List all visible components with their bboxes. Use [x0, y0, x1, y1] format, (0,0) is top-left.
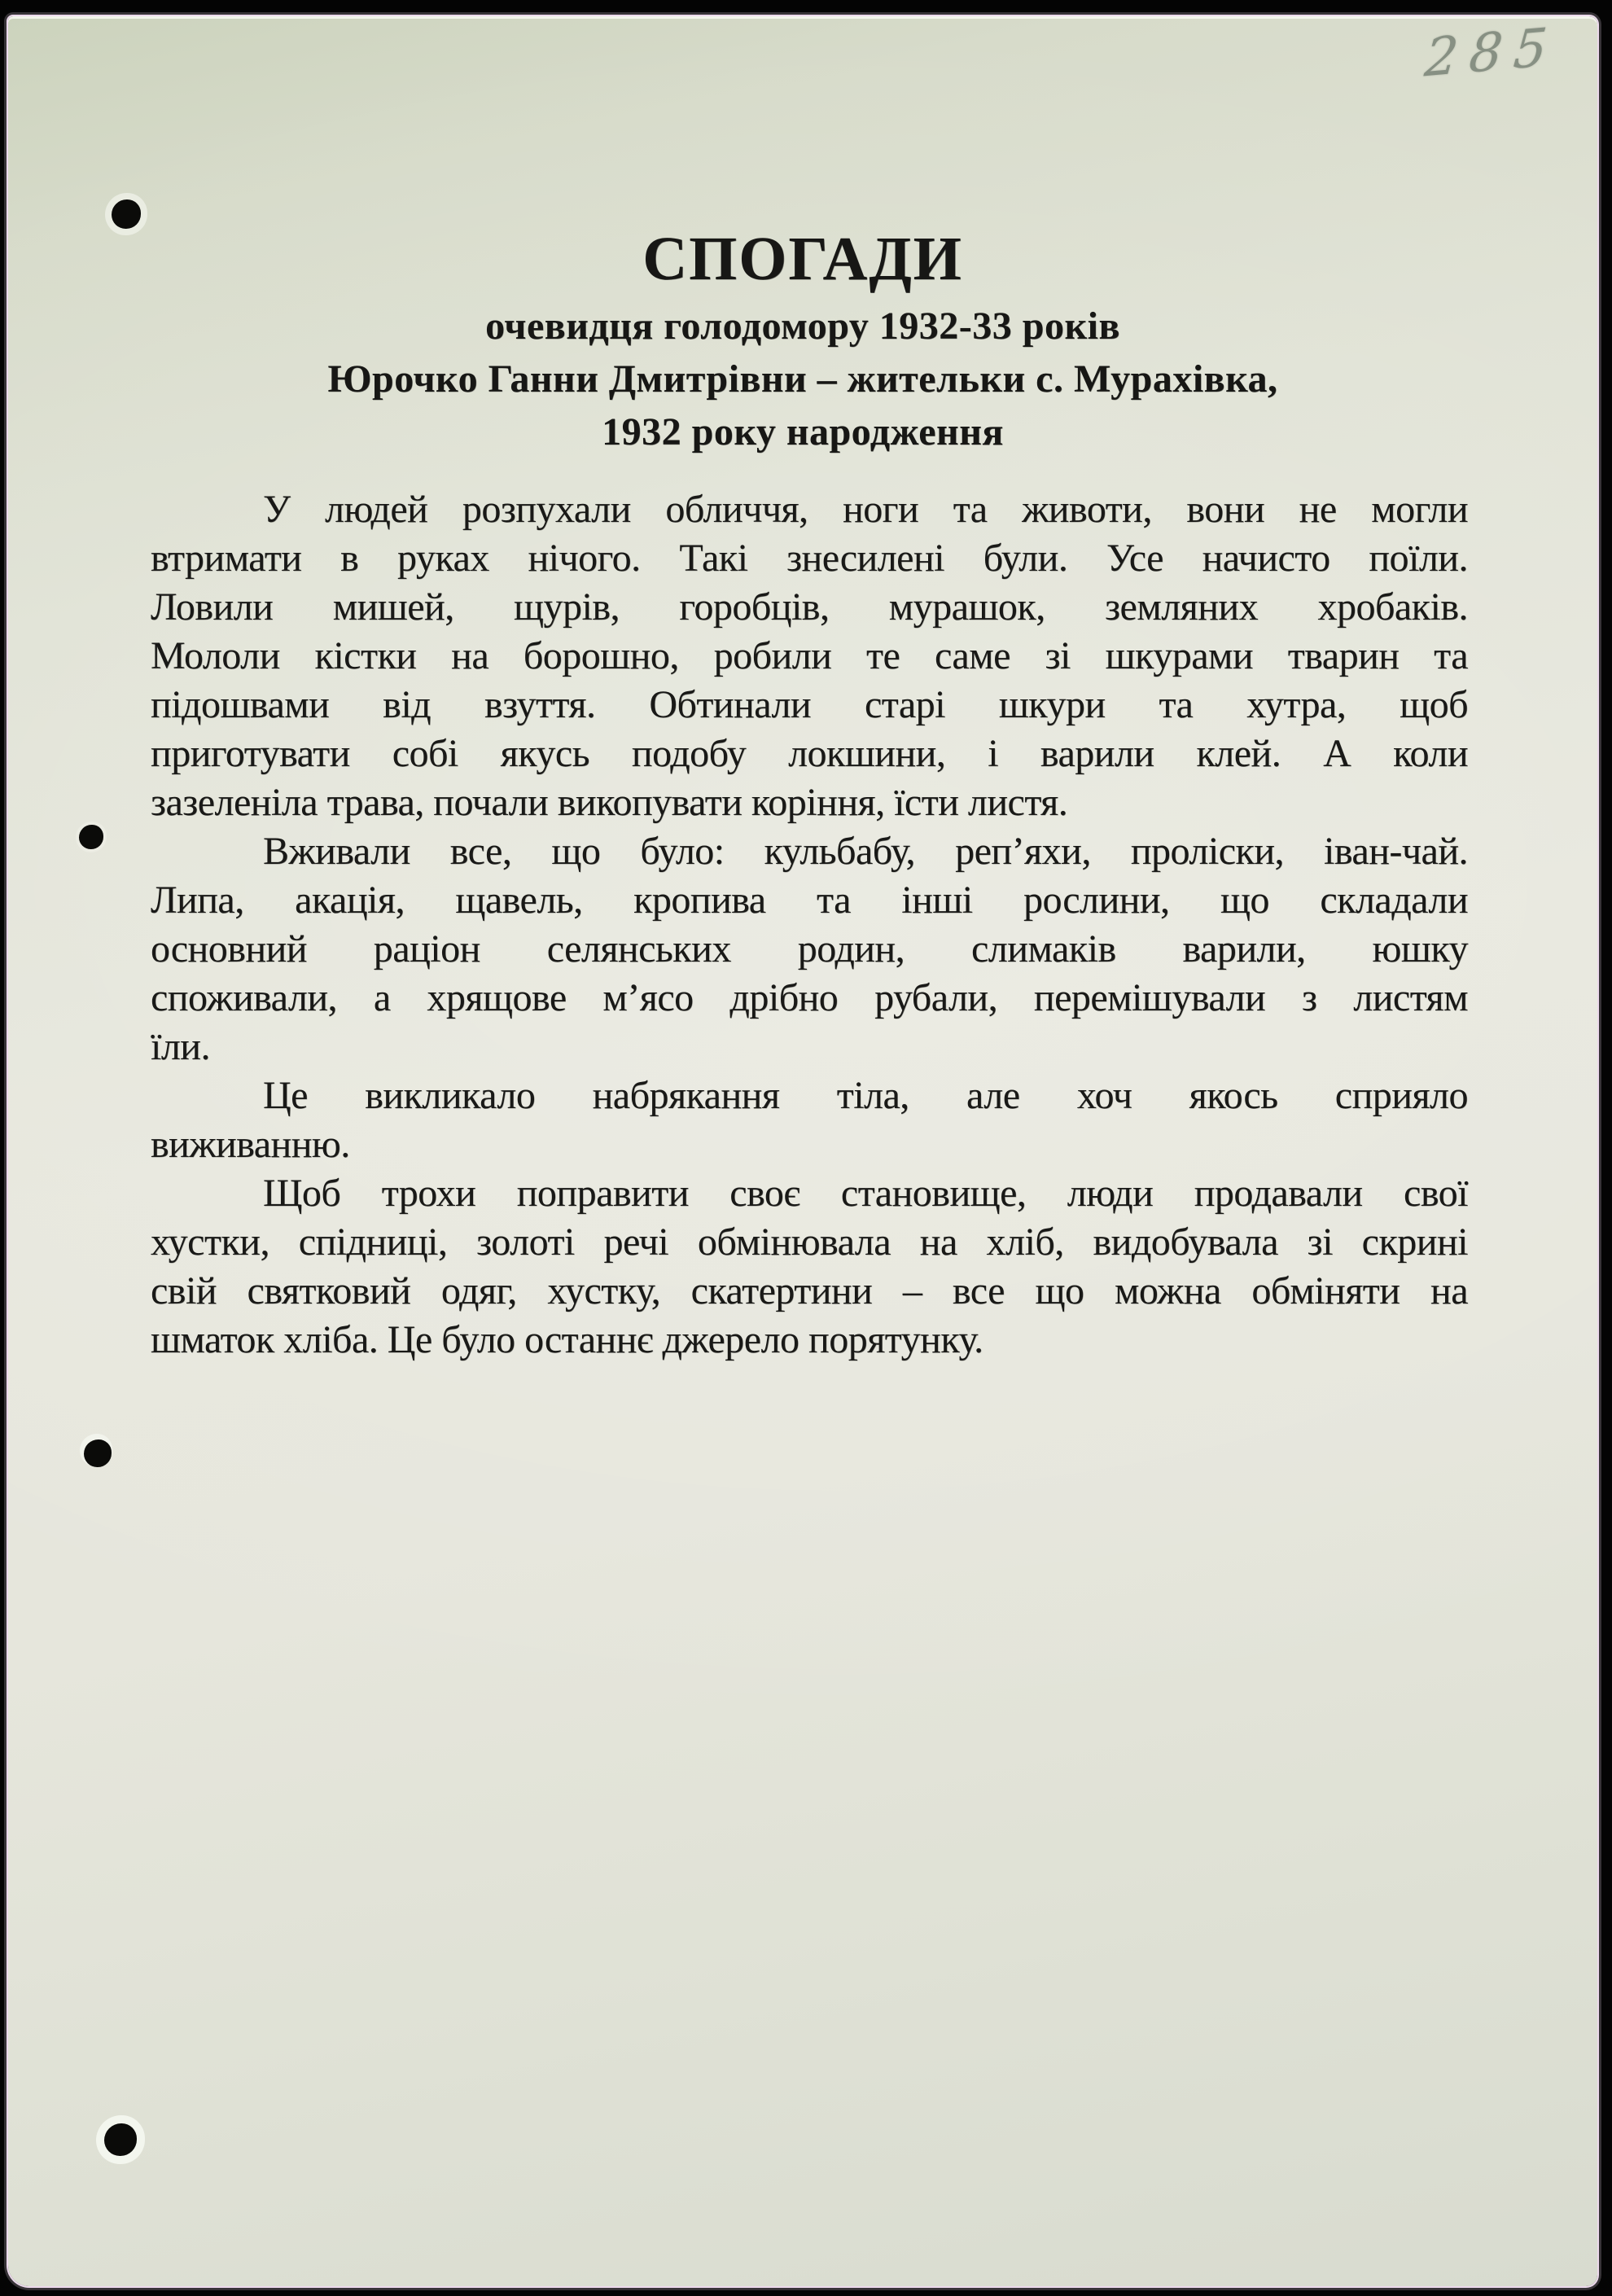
document-page: [8, 16, 1597, 2286]
memoir-body-text: [151, 485, 1468, 1365]
punch-hole-1: [112, 199, 141, 229]
subtitle-line-3: 1932 року народження: [602, 410, 1004, 454]
paragraph-3-line-1: Це викликало набрякання тіла, але хоч якось сприяло: [263, 1074, 1468, 1117]
paragraph-4-line-4: шматок хліба. Це було останнє джерело порятунку.: [151, 1318, 983, 1361]
paragraph-4-line-1: Щоб трохи поправити своє становище, люди продавали свої: [263, 1172, 1468, 1215]
paragraph-2-line-1: Вживали все, що було: кульбабу, реп’яхи, проліски, іван-чай.: [263, 830, 1468, 873]
paragraph-2-line-3: основний раціон селянських родин, слимаків варили, юшку: [151, 927, 1468, 971]
paragraph-1-line-2: втримати в руках нічого. Такі знесилені були. Усе начисто поїли.: [151, 537, 1468, 580]
paragraph-2-line-2: Липа, акація, щавель, кропива та інші рослини, що складали: [151, 879, 1468, 922]
paragraph-1-line-5: підошвами від взуття. Обтинали старі шкури та хутра, щоб: [151, 683, 1468, 726]
paragraph-2-line-5: їли.: [151, 1025, 210, 1068]
punch-hole-2: [79, 825, 103, 849]
paragraph-1-line-7: зазеленіла трава, почали викопувати коріння, їсти листя.: [151, 781, 1068, 824]
paragraph-4-line-3: свій святковий одяг, хустку, скатертини – все що можна обміняти на: [151, 1269, 1468, 1312]
subtitle-line-1: очевидця голодомору 1932-33 років: [485, 305, 1120, 348]
document-title: СПОГАДИ: [642, 225, 963, 293]
punch-hole-4: [104, 2123, 137, 2156]
subtitle-line-2: Юрочко Ганни Дмитрівни – жительки с. Мурахівка,: [327, 357, 1278, 401]
paragraph-1-line-1: У людей розпухали обличчя, ноги та животи, вони не могли: [263, 488, 1468, 531]
handwritten-page-number: 285: [1421, 16, 1561, 90]
title-block: [8, 218, 1597, 458]
paragraph-2-line-4: споживали, а хрящове м’ясо дрібно рубали, перемішували з листям: [151, 976, 1468, 1019]
paragraph-1-line-6: приготувати собі якусь подобу локшини, і варили клей. А коли: [151, 732, 1468, 775]
paragraph-1-line-4: Мололи кістки на борошно, робили те саме зі шкурами тварин та: [151, 634, 1468, 677]
paragraph-3-line-2: виживанню.: [151, 1123, 350, 1166]
paragraph-4-line-2: хустки, спідниці, золоті речі обмінювала на хліб, видобувала зі скрині: [151, 1220, 1468, 1264]
paragraph-1-line-3: Ловили мишей, щурів, горобців, мурашок, земляних хробаків.: [151, 585, 1468, 629]
punch-hole-3: [84, 1439, 112, 1467]
